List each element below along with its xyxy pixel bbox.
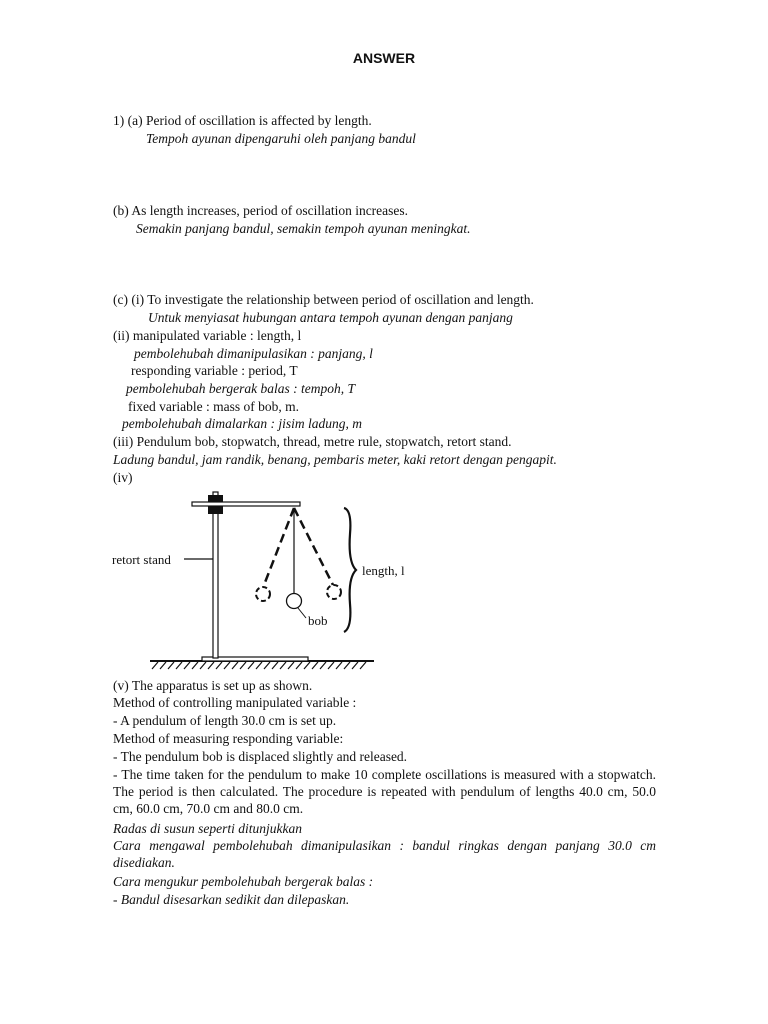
q1v-measure-step2: - The time taken for the pendulum to make 10 complete oscillations is measured with a stopwatch. The period is then calculated. The procedure is repeated with pendulum of lengths 40.0 cm, 50.0 cm, 60.0 cm, 70.0 cm and 80.0 cm. (113, 767, 656, 816)
q1c-ii-fixed: fixed variable : mass of bob, m. (128, 399, 299, 414)
q1c-iv-label: (iv) (113, 470, 133, 485)
q1c-iii-translation: Ladung bandul, jam randik, benang, pembaris meter, kaki retort dengan pengapit. (113, 452, 557, 467)
q1v-measure-heading: Method of measuring responding variable: (113, 731, 344, 746)
page-title: ANSWER (352, 50, 416, 66)
string-left (264, 508, 294, 585)
length-label: length, l (362, 563, 405, 578)
q1a-answer: 1) (a) Period of oscillation is affected by length. (113, 113, 372, 128)
bob-right (327, 585, 341, 599)
ground-hatching (152, 662, 366, 669)
q1c-ii-fixed-ms: pembolehubah dimalarkan : jisim ladung, m (122, 416, 362, 431)
stand-rod (213, 492, 218, 658)
q1v-ms-measure-step1: - Bandul disesarkan sedikit dan dilepaskan. (113, 892, 350, 907)
q1c-ii-responding: responding variable : period, T (131, 363, 298, 378)
bob-left (256, 587, 270, 601)
q1c-i-translation: Untuk menyiasat hubungan antara tempoh ayunan dengan panjang (148, 310, 513, 325)
q1v-ms-setup: Radas di susun seperti ditunjukkan (113, 821, 302, 836)
retort-stand-label: retort stand (112, 552, 171, 567)
q1v-control-heading: Method of controlling manipulated variable : (113, 695, 357, 710)
q1v-setup: (v) The apparatus is set up as shown. (113, 678, 313, 693)
q1c-ii-responding-ms: pembolehubah bergerak balas : tempoh, T (126, 381, 355, 396)
q1v-control-step: - A pendulum of length 30.0 cm is set up. (113, 713, 337, 728)
q1a-translation: Tempoh ayunan dipengaruhi oleh panjang bandul (146, 131, 416, 146)
bob-pointer (298, 608, 306, 618)
bob-label: bob (308, 613, 328, 628)
q1c-iii-answer: (iii) Pendulum bob, stopwatch, thread, metre rule, stopwatch, retort stand. (113, 434, 512, 449)
bob-center (287, 594, 302, 609)
stand-arm (192, 502, 300, 506)
q1c-ii-manipulated-ms: pembolehubah dimanipulasikan : panjang, l (134, 346, 373, 361)
q1v-ms-measure-heading: Cara mengukur pembolehubah bergerak balas : (113, 874, 374, 889)
q1c-ii-manipulated: (ii) manipulated variable : length, l (113, 328, 302, 343)
q1v-measure-step1: - The pendulum bob is displaced slightly and released. (113, 749, 408, 764)
length-brace (344, 508, 356, 632)
pendulum-diagram (112, 486, 412, 676)
q1b-answer: (b) As length increases, period of oscillation increases. (113, 203, 409, 218)
q1b-translation: Semakin panjang bandul, semakin tempoh ayunan meningkat. (136, 221, 471, 236)
q1c-i-answer: (c) (i) To investigate the relationship between period of oscillation and length. (113, 292, 534, 307)
string-right (294, 508, 333, 585)
q1v-ms-control: Cara mengawal pembolehubah dimanipulasikan : bandul ringkas dengan panjang 30.0 cm disediakan. (113, 838, 656, 870)
